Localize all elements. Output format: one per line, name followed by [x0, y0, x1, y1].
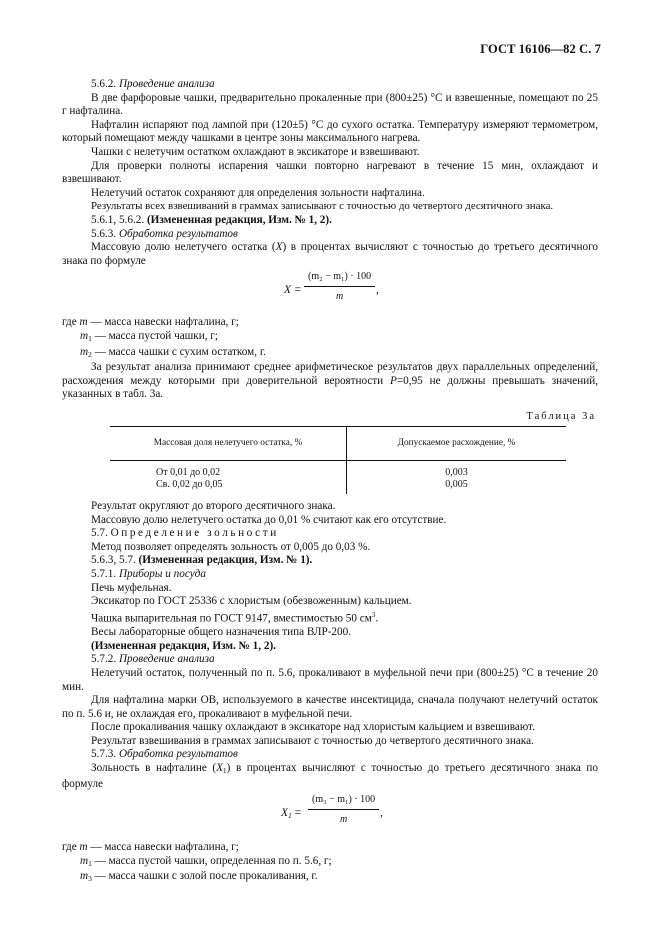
formula-comma: ,	[376, 284, 379, 297]
table-cell: От 0,01 до 0,02	[110, 461, 347, 479]
amendment-note: (Измененная редакция, Изм. № 1, 2).	[91, 639, 276, 652]
column-header: Допускаемое расхождение, %	[347, 427, 567, 461]
table-header-row	[110, 427, 566, 461]
formula-numerator: (m₂ − m₁) · 100	[304, 270, 375, 287]
formula-comma: ,	[380, 807, 383, 820]
table-3a	[110, 426, 566, 494]
formula-denominator: m	[339, 813, 348, 825]
section-heading: 5.7.2. Проведение анализа	[91, 653, 215, 666]
definition: $m_1$ — масса пустой чашки, определенная по п. 5.6, г;	[80, 854, 332, 868]
paragraph: Результат округляют до второго десятичного знака.	[91, 500, 336, 513]
formula-fraction	[308, 793, 379, 826]
paragraph: Результат взвешивания в граммах записывают с точностью до четвертого десятичного знака.	[91, 734, 534, 747]
paragraph: Массовую долю нелетучего остатка (X) в процентах вычисляют с точностью до третьего десятичного знака по формуле	[62, 241, 598, 267]
list-item: Чашка выпарительная по ГОСТ 9147, вместимостью 50 $см^3$.	[91, 610, 379, 625]
table-cell: 0,005	[445, 478, 468, 490]
table-cell: 0,003	[445, 467, 468, 479]
formula-x	[62, 270, 598, 314]
formula-lhs: $X_1$ =	[281, 807, 302, 821]
paragraph: Нелетучий остаток, полученный по п. 5.6, прокаливают в муфельной печи при (800±25) °С в течение 20 мин.	[62, 666, 598, 693]
table-row	[110, 461, 566, 479]
paragraph: Для проверки полноты испарения чашки повторно нагревают в течение 15 мин, охлаждают и взвешивают.	[62, 159, 598, 186]
document-body	[62, 78, 598, 886]
formula-numerator: (m₃ − m₁) · 100	[308, 793, 379, 810]
paragraph: Чашки с нелетучим остатком охлаждают в эксикаторе и взвешивают.	[91, 145, 420, 158]
paragraph: Нафталин испаряют под лампой при (120±5) °С до сухого остатка. Температуру измеряют термометром, который помещают между чашками в центре зоны максимального нагрева.	[62, 118, 598, 145]
list-item: Печь муфельная.	[91, 581, 172, 594]
section-heading: 5.7.3. Обработка результатов	[91, 748, 238, 761]
formula-x1	[62, 793, 598, 839]
paragraph: Нелетучий остаток сохраняют для определения зольности нафталина.	[91, 186, 425, 199]
column-header: Массовая доля нелетучего остатка, %	[110, 427, 347, 461]
definition: $m_2$ — масса чашки с сухим остатком, г.	[80, 345, 266, 359]
section-heading: 5.7.1. Приборы и посуда	[91, 568, 206, 581]
variable-definitions	[62, 316, 598, 361]
variable-definitions	[62, 841, 598, 886]
paragraph: Метод позволяет определять зольность от 0,005 до 0,03 %.	[91, 540, 371, 553]
paragraph: Для нафталина марки ОВ, используемого в качестве инсектицида, сначала получают нелетучий остаток по п. 5.6 и, не охлаждая его, прокаливают в муфельной печи.	[62, 694, 598, 720]
paragraph: В две фарфоровые чашки, предварительно прокаленные при (800±25) °С и взвешенные, помещают по 25 г нафталина.	[62, 91, 598, 118]
paragraph: Массовую долю нелетучего остатка до 0,01 % считают как его отсутствие.	[91, 513, 447, 526]
paragraph: За результат анализа принимают среднее арифметическое результатов двух параллельных определений, расхождения между которыми при доверительной вероятности P=0,95 не должны превышать значений, указанных в табл. 3а.	[62, 361, 599, 401]
section-heading: 5.7. Определение зольности	[91, 527, 279, 540]
table-row	[110, 479, 566, 495]
definition: где m — масса навески нафталина, г;	[62, 316, 239, 329]
table-cell: Св. 0,02 до 0,05	[110, 479, 347, 495]
amendment-note: 5.6.1, 5.6.2. (Измененная редакция, Изм. № 1, 2).	[91, 213, 332, 226]
definition: $m_3$ — масса чашки с золой после прокаливания, г.	[80, 870, 318, 884]
section-heading: 5.6.3. Обработка результатов	[91, 227, 238, 240]
paragraph: После прокаливания чашку охлаждают в эксикаторе над хлористым кальцием и взвешивают.	[91, 721, 535, 734]
page-header: ГОСТ 16106—82 С. 7	[480, 42, 601, 56]
definition: где m — масса навески нафталина, г;	[62, 841, 239, 854]
table-caption: Таблица 3а	[526, 410, 596, 422]
list-item: Весы лабораторные общего назначения типа ВЛР-200.	[91, 626, 352, 639]
formula-denominator: m	[335, 290, 344, 302]
amendment-note: 5.6.3, 5.7. (Измененная редакция, Изм. № 1).	[91, 554, 313, 567]
paragraph: Результаты всех взвешиваний в граммах записывают с точностью до четвертого десятичного знака.	[91, 200, 554, 213]
definition: $m_1$ — масса пустой чашки, г;	[80, 329, 219, 343]
paragraph: Зольность в нафталине $(X_1)$ в процентах вычисляют с точностью до третьего десятичного знака по формуле	[62, 762, 598, 790]
formula-fraction	[304, 270, 375, 303]
list-item: Эксикатор по ГОСТ 25336 с хлористым (обезвоженным) кальцием.	[91, 595, 412, 608]
formula-lhs: X =	[284, 284, 302, 297]
section-heading: 5.6.2. Проведение анализа	[91, 78, 215, 90]
